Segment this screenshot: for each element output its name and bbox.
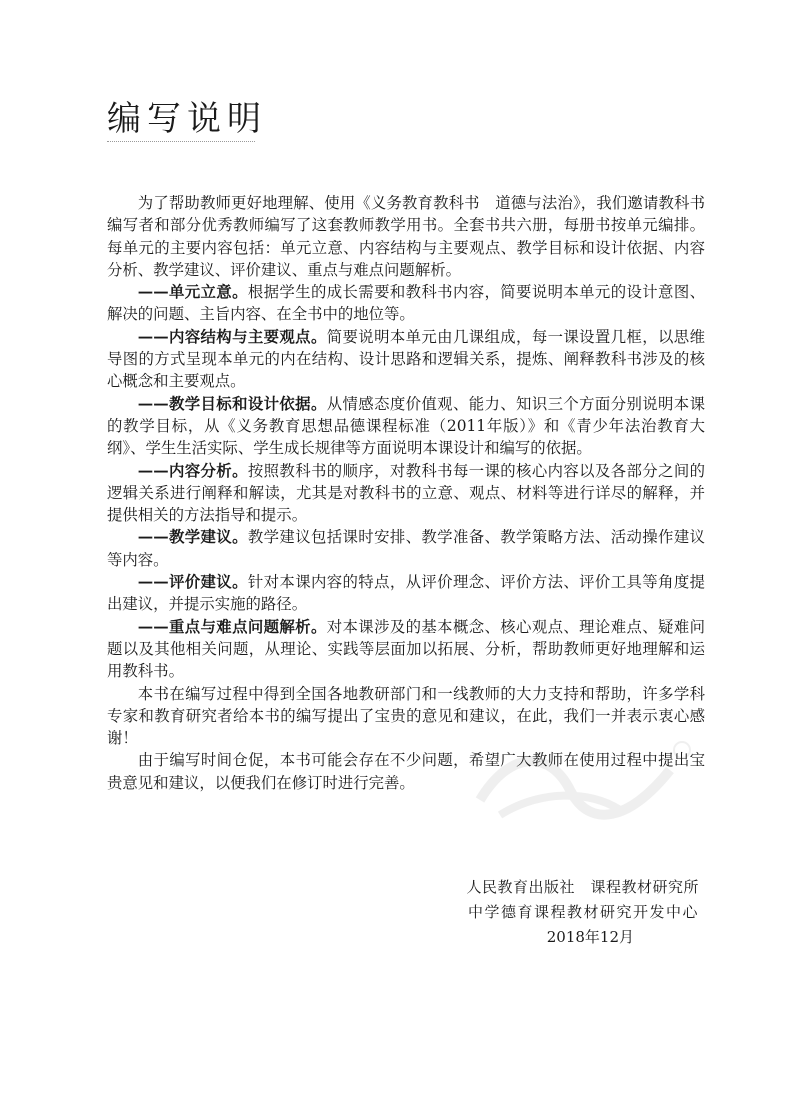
- section-paragraph: [107, 526, 705, 571]
- signature-org-line1: 人民教育出版社 课程教材研究所: [466, 878, 699, 896]
- section-text: 从情感态度价值观、能力、知识三个方面分别说明本课的教学目标，从《义务教育思想品德课程标准（2011年版）》和《青少年法治教育大纲》、学生生活实际、学生成长规律等方面说明本课设计和编写的依据。: [107, 394, 705, 458]
- section-text: 简要说明本单元由几课组成，每一课设置几框，以思维导图的方式呈现本单元的内在结构、设计思路和逻辑关系，提炼、阐释教科书涉及的核心概念和主要观点。: [107, 327, 705, 391]
- section-paragraph: [107, 571, 705, 616]
- section-heading: ——教学目标和设计依据。: [137, 394, 327, 413]
- section-text: 教学建议包括课时安排、教学准备、教学策略方法、活动操作建议等内容。: [107, 528, 705, 569]
- section-paragraph: [107, 281, 705, 326]
- acknowledgement-paragraph: 本书在编写过程中得到全国各地教研部门和一线教师的大力支持和帮助，许多学科专家和教育研究者给本书的编写提出了宝贵的意见和建议，在此，我们一并表示衷心感谢！: [107, 684, 705, 748]
- section-paragraph: [107, 460, 705, 527]
- section-heading: ——内容分析。: [137, 461, 248, 480]
- section-text: 根据学生的成长需要和教科书内容，简要说明本单元的设计意图、解决的问题、主旨内容、在全书中的地位等。: [107, 283, 705, 324]
- page-title: 编写说明: [107, 99, 267, 139]
- disclaimer-paragraph: 由于编写时间仓促，本书可能会存在不少问题，希望广大教师在使用过程中提出宝贵意见和建议，以便我们在修订时进行完善。: [107, 751, 705, 792]
- signature-date: 2018年12月: [546, 928, 634, 946]
- intro-paragraph: 为了帮助教师更好地理解、使用《义务教育教科书 道德与法治》，我们邀请教科书编写者和部分优秀教师编写了这套教师教学用书。全套书共六册，每册书按单元编排。每单元的主要内容包括：单元立意、内容结构与主要观点、教学目标和设计依据、内容分析、教学建议、评价建议、重点与难点问题解析。: [107, 194, 705, 279]
- title-underline: [107, 141, 255, 142]
- section-paragraph: [107, 393, 705, 460]
- section-text: 对本课涉及的基本概念、核心观点、理论难点、疑难问题以及其他相关问题，从理论、实践等层面加以拓展、分析，帮助教师更好地理解和运用教科书。: [107, 617, 705, 681]
- section-heading: ——单元立意。: [137, 283, 248, 302]
- section-heading: ——教学建议。: [137, 528, 248, 547]
- section-text: 针对本课内容的特点，从评价理念、评价方法、评价工具等角度提出建议，并提示实施的路径。: [107, 573, 705, 614]
- body-text: [107, 192, 705, 794]
- section-heading: ——内容结构与主要观点。: [137, 327, 327, 346]
- section-heading: ——评价建议。: [137, 573, 248, 592]
- section-paragraph: [107, 326, 705, 393]
- signature-org-line2: 中学德育课程教材研究开发中心: [467, 903, 699, 921]
- section-heading: ——重点与难点问题解析。: [137, 617, 327, 636]
- section-paragraph: [107, 616, 705, 683]
- signature-block: [466, 875, 699, 950]
- section-text: 按照教科书的顺序，对教科书每一课的核心内容以及各部分之间的逻辑关系进行阐释和解读，尤其是对教科书的立意、观点、材料等进行详尽的解释，并提供相关的方法指导和提示。: [107, 461, 705, 525]
